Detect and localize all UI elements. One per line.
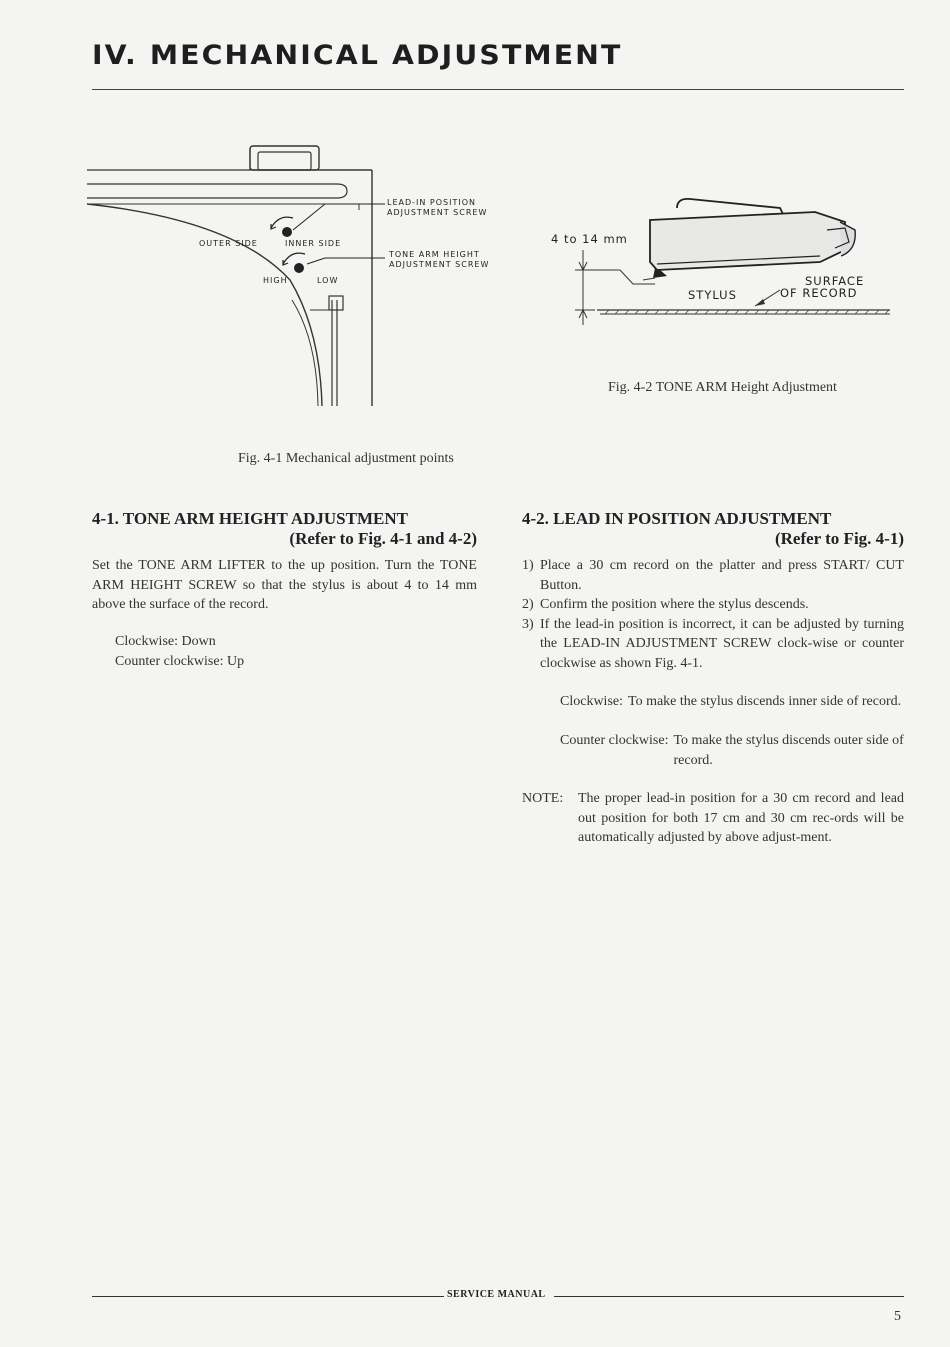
list-item bbox=[522, 615, 904, 674]
step-text: If the lead-in position is incorrect, it can be adjusted by turning the LEAD-IN ADJUSTMENT SCREW clock-wise or counter clockwise as shown Fig. 4-1. bbox=[540, 616, 904, 671]
section-4-2-note bbox=[522, 789, 904, 848]
page-title: IV. MECHANICAL ADJUSTMENT bbox=[92, 40, 623, 71]
section-4-2-heading: 4-2. LEAD IN POSITION ADJUSTMENT bbox=[522, 509, 832, 528]
label-high: HIGH bbox=[263, 276, 288, 285]
section-4-2-steps bbox=[522, 556, 904, 673]
fig-4-2-caption: Fig. 4-2 TONE ARM Height Adjustment bbox=[608, 380, 837, 395]
step-number: 1) bbox=[522, 558, 534, 573]
step-number: 2) bbox=[522, 597, 534, 612]
clockwise-label: Clockwise: bbox=[560, 694, 623, 709]
section-4-2-counter-clockwise bbox=[560, 731, 904, 770]
list-item bbox=[522, 595, 904, 615]
header-rule bbox=[92, 89, 904, 90]
footer-label: SERVICE MANUAL bbox=[447, 1289, 546, 1300]
figure-4-2 bbox=[545, 190, 895, 330]
note-text: The proper lead-in position for a 30 cm record and lead out position for both 17 cm and 30 cm rec-ords will be automatically adjusted by above adjust-ment. bbox=[578, 791, 904, 845]
footer-rule-right bbox=[554, 1296, 904, 1297]
section-4-2-subheading: (Refer to Fig. 4-1) bbox=[774, 529, 904, 548]
label-lead-in-1: LEAD-IN POSITION bbox=[387, 198, 477, 207]
label-low: LOW bbox=[317, 276, 339, 285]
fig-4-1-caption: Fig. 4-1 Mechanical adjustment points bbox=[238, 451, 454, 466]
figure-4-1 bbox=[85, 140, 505, 412]
section-4-1-subheading: (Refer to Fig. 4-1 and 4-2) bbox=[289, 529, 477, 548]
label-outer-side: OUTER SIDE bbox=[199, 239, 258, 248]
section-4-1-counter-clockwise: Counter clockwise: Up bbox=[115, 654, 245, 669]
label-inner-side: INNER SIDE bbox=[285, 239, 342, 248]
label-tone-arm-1: TONE ARM HEIGHT bbox=[389, 250, 480, 259]
page-number: 5 bbox=[894, 1309, 901, 1324]
section-4-2-clockwise bbox=[560, 692, 904, 712]
label-lead-in-2: ADJUSTMENT SCREW bbox=[387, 208, 488, 217]
section-4-1-heading: 4-1. TONE ARM HEIGHT ADJUSTMENT bbox=[92, 509, 408, 528]
section-4-1-body: Set the TONE ARM LIFTER to the up position. Turn the TONE ARM HEIGHT SCREW so that the stylus is about 4 to 14 mm above the surface of the record. bbox=[92, 558, 477, 612]
label-stylus: STYLUS bbox=[688, 288, 737, 302]
label-tone-arm-2: ADJUSTMENT SCREW bbox=[389, 260, 490, 269]
label-distance: 4 to 14 mm bbox=[551, 232, 628, 246]
label-surface-2: OF RECORD bbox=[780, 286, 858, 300]
counter-clockwise-label: Counter clockwise: bbox=[560, 733, 669, 748]
list-item bbox=[522, 556, 904, 595]
step-text: Place a 30 cm record on the platter and press START/ CUT Button. bbox=[540, 558, 904, 593]
note-label: NOTE: bbox=[522, 791, 564, 806]
footer-rule-left bbox=[92, 1296, 444, 1297]
step-text: Confirm the position where the stylus descends. bbox=[540, 597, 809, 612]
section-4-1-clockwise: Clockwise: Down bbox=[115, 634, 216, 649]
clockwise-text: To make the stylus discends inner side of record. bbox=[628, 694, 902, 709]
step-number: 3) bbox=[522, 616, 534, 632]
counter-clockwise-text: To make the stylus discends outer side of record. bbox=[673, 733, 904, 768]
label-surface-1: SURFACE bbox=[805, 274, 865, 288]
